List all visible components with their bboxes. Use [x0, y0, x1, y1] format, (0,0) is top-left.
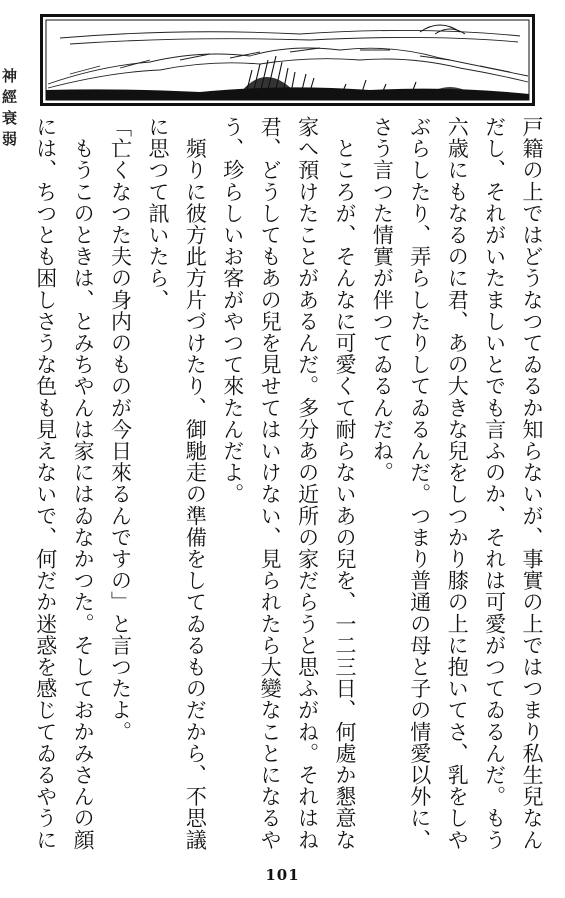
vertical-body-text — [30, 116, 550, 856]
book-title-vertical: 神經衰弱 — [0, 68, 18, 152]
paragraph: 「亡くなつた夫の身内のものが今日來るんですの」と言つたよ。 — [108, 116, 133, 743]
paragraph: もうこのときは、とみちやんは家にはゐなかつた。そしておかみさんの顔には、ちつとも困しさうな色も見えないで、何だか迷惑を感じてゐるやうに — [33, 116, 96, 851]
paragraph: 戸籍の上ではどうなつてゐるか知らないが、事實の上ではつまり私生兒なんだし、それがいたましいとでも言ふのか、それは可愛がつてゐるんだ。もう六歳にもなるのに君、あの大きな兒をしつかり膝の上に抱いてさ、乳をしやぶらしたり、弄らしたりしてゐるんだ。つまり普通の母と子の情愛以外に、さう言つた情實が伴つてゐるんだね。 — [370, 116, 544, 851]
paragraph: ところが、そんなに可愛くて耐らないあの兒を、一二三日、何處か懇意な家へ預けたことがあるんだ。多分あの近所の家だらうと思ふがね。それはね君、どうしてもあの兒を見せてはいけない、見られたら大變なことになるやう、珍らしいお客がやつて來たんだよ。 — [220, 116, 357, 851]
page-number: 101 — [265, 866, 300, 884]
header-landscape-illustration — [40, 14, 535, 106]
paragraph: 頻りに彼方此方片づけたり、御馳走の準備をしてゐるものだから、不思議に思つて訊いたら、 — [145, 116, 208, 851]
